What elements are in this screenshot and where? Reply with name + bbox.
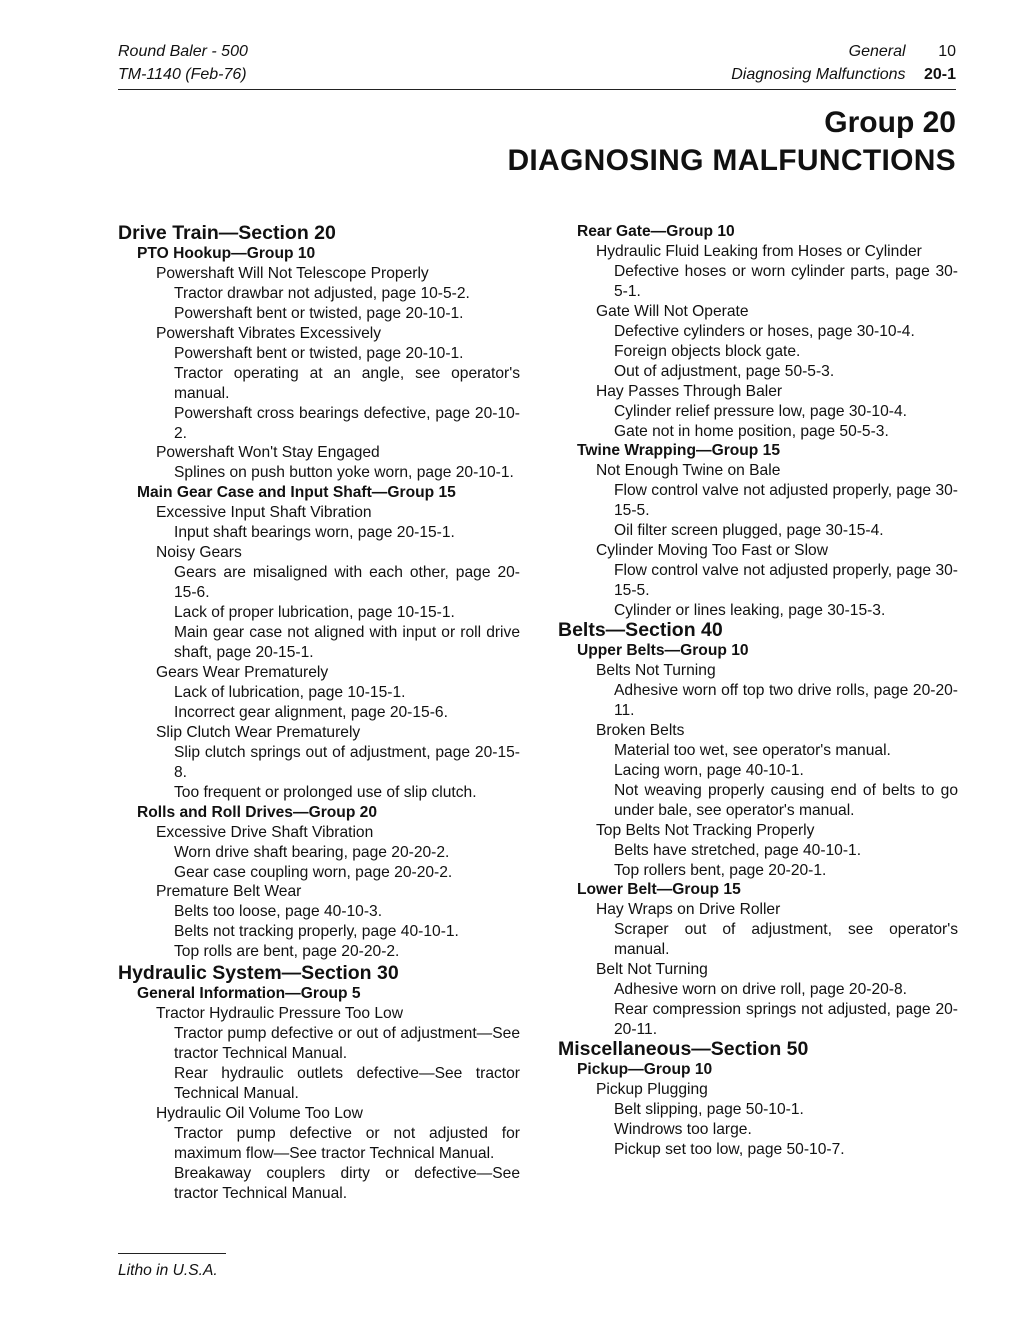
cause-item: Rear compression springs not adjusted, page 20-20-11. (614, 1001, 958, 1039)
section-heading: Miscellaneous—Section 50 (558, 1038, 809, 1061)
symptom: Not Enough Twine on Bale (596, 462, 781, 480)
group-heading: Twine Wrapping—Group 15 (577, 442, 781, 460)
group-heading: Pickup—Group 10 (577, 1061, 713, 1079)
cause-item: Scraper out of adjustment, see operator's manual. (614, 921, 958, 959)
group-name-title: DIAGNOSING MALFUNCTIONS (507, 144, 956, 177)
symptom: Noisy Gears (156, 544, 242, 562)
cause-item: Belt slipping, page 50-10-1. (614, 1100, 804, 1118)
cause-item: Top rollers bent, page 20-20-1. (614, 861, 827, 879)
symptom: Gears Wear Prematurely (156, 663, 329, 681)
header-right (731, 40, 956, 86)
symptom: Tractor Hydraulic Pressure Too Low (156, 1005, 403, 1023)
group-heading: Rolls and Roll Drives—Group 20 (137, 803, 378, 821)
symptom: Belts Not Turning (596, 661, 716, 679)
section-heading: Belts—Section 40 (558, 619, 723, 642)
symptom: Powershaft Won't Stay Engaged (156, 444, 380, 462)
header-page-line (731, 63, 956, 86)
header-section-number: 10 (938, 43, 956, 60)
cause-item: Cylinder or lines leaking, page 30-15-3. (614, 602, 886, 620)
symptom: Hydraulic Oil Volume Too Low (156, 1104, 363, 1122)
cause-item: Tractor pump defective or not adjusted for maximum flow—See tractor Technical Manual. (174, 1124, 520, 1162)
section-heading: Hydraulic System—Section 30 (118, 962, 399, 985)
cause-item: Gear case coupling worn, page 20-20-2. (174, 863, 453, 881)
cause-item: Gate not in home position, page 50-5-3. (614, 422, 889, 440)
group-heading: Rear Gate—Group 10 (577, 223, 735, 240)
cause-item: Belts have stretched, page 40-10-1. (614, 841, 862, 859)
cause-item: Incorrect gear alignment, page 20-15-6. (174, 703, 448, 721)
header-manual-number: TM-1140 (Feb-76) (118, 66, 247, 83)
footer-print-note: Litho in U.S.A. (118, 1262, 218, 1279)
cause-item: Splines on push button yoke worn, page 20-10-1. (174, 464, 514, 482)
cause-item: Belts too loose, page 40-10-3. (174, 903, 383, 921)
group-number-title: Group 20 (824, 106, 956, 139)
cause-item: Lack of lubrication, page 10-15-1. (174, 683, 406, 701)
cause-item: Input shaft bearings worn, page 20-15-1. (174, 524, 455, 542)
cause-item: Too frequent or prolonged use of slip clutch. (174, 783, 477, 801)
cause-item: Rear hydraulic outlets defective—See tractor Technical Manual. (174, 1065, 520, 1102)
symptom: Excessive Input Shaft Vibration (156, 504, 372, 522)
header-page-number: 20-1 (923, 66, 956, 83)
cause-item: Defective hoses or worn cylinder parts, page 30-5-1. (614, 262, 958, 300)
cause-item: Windrows too large. (614, 1120, 752, 1138)
cause-item: Powershaft bent or twisted, page 20-10-1. (174, 344, 464, 362)
group-heading: General Information—Group 5 (137, 985, 361, 1003)
cause-item: Gears are misaligned with each other, page 20-15-6. (174, 564, 520, 602)
group-heading: Upper Belts—Group 10 (577, 642, 749, 660)
cause-item: Lacing worn, page 40-10-1. (614, 761, 804, 779)
group-heading: Main Gear Case and Input Shaft—Group 15 (137, 484, 456, 502)
cause-item: Tractor pump defective or out of adjustment—See tractor Technical Manual. (174, 1025, 520, 1063)
symptom: Excessive Drive Shaft Vibration (156, 823, 374, 841)
section-heading: Drive Train—Section 20 (118, 222, 336, 244)
footer-rule (118, 1253, 226, 1254)
group-heading: PTO Hookup—Group 10 (137, 244, 316, 262)
symptom: Powershaft Will Not Telescope Properly (156, 264, 429, 282)
header-section-line (731, 40, 956, 63)
cause-item: Powershaft cross bearings defective, page 20-10-2. (174, 404, 520, 442)
symptom: Broken Belts (596, 721, 685, 739)
right-column (558, 222, 958, 1160)
cause-item: Tractor operating at an angle, see operator's manual. (174, 364, 520, 402)
symptom: Premature Belt Wear (156, 883, 302, 901)
cause-item: Oil filter screen plugged, page 30-15-4. (614, 522, 884, 540)
symptom: Powershaft Vibrates Excessively (156, 324, 382, 342)
cause-item: Main gear case not aligned with input or roll drive shaft, page 20-15-1. (174, 624, 520, 662)
cause-item: Flow control valve not adjusted properly, page 30-15-5. (614, 562, 958, 600)
cause-item: Flow control valve not adjusted properly, page 30-15-5. (614, 482, 958, 520)
header-group-label: Diagnosing Malfunctions (731, 66, 906, 83)
cause-item: Not weaving properly causing end of belts to go under bale, see operator's manual. (614, 781, 958, 819)
symptom: Pickup Plugging (596, 1080, 708, 1098)
symptom: Gate Will Not Operate (596, 302, 749, 320)
cause-item: Pickup set too low, page 50-10-7. (614, 1140, 845, 1158)
header-manual-title: Round Baler - 500 (118, 43, 248, 60)
symptom: Top Belts Not Tracking Properly (596, 821, 815, 839)
symptom: Hydraulic Fluid Leaking from Hoses or Cylinder (596, 242, 922, 260)
cause-item: Defective cylinders or hoses, page 30-10-4. (614, 322, 915, 340)
symptom: Cylinder Moving Too Fast or Slow (596, 542, 828, 560)
symptom: Hay Passes Through Baler (596, 382, 783, 400)
cause-item: Powershaft bent or twisted, page 20-10-1. (174, 304, 464, 322)
cause-item: Out of adjustment, page 50-5-3. (614, 362, 835, 380)
cause-item: Top rolls are bent, page 20-20-2. (174, 943, 400, 961)
cause-item: Slip clutch springs out of adjustment, page 20-15-8. (174, 743, 520, 781)
cause-item: Belts not tracking properly, page 40-10-1. (174, 923, 459, 941)
left-column (118, 222, 520, 1204)
cause-item: Lack of proper lubrication, page 10-15-1. (174, 604, 455, 622)
symptom: Belt Not Turning (596, 961, 708, 979)
cause-item: Cylinder relief pressure low, page 30-10-4. (614, 402, 907, 420)
page-title (507, 105, 956, 181)
cause-item: Adhesive worn on drive roll, page 20-20-8. (614, 981, 907, 999)
cause-item: Tractor drawbar not adjusted, page 10-5-2. (174, 284, 470, 302)
cause-item: Adhesive worn off top two drive rolls, page 20-20-11. (614, 681, 958, 719)
header-section-label: General (848, 43, 906, 60)
cause-item: Foreign objects block gate. (614, 342, 801, 360)
cause-item: Material too wet, see operator's manual. (614, 741, 891, 759)
symptom: Hay Wraps on Drive Roller (596, 901, 781, 919)
group-heading: Lower Belt—Group 15 (577, 881, 741, 899)
symptom: Slip Clutch Wear Prematurely (156, 723, 361, 741)
cause-item: Worn drive shaft bearing, page 20-20-2. (174, 843, 450, 861)
header-left (118, 40, 248, 86)
header-rule (118, 89, 956, 90)
cause-item: Breakaway couplers dirty or defective—See tractor Technical Manual. (174, 1164, 520, 1202)
